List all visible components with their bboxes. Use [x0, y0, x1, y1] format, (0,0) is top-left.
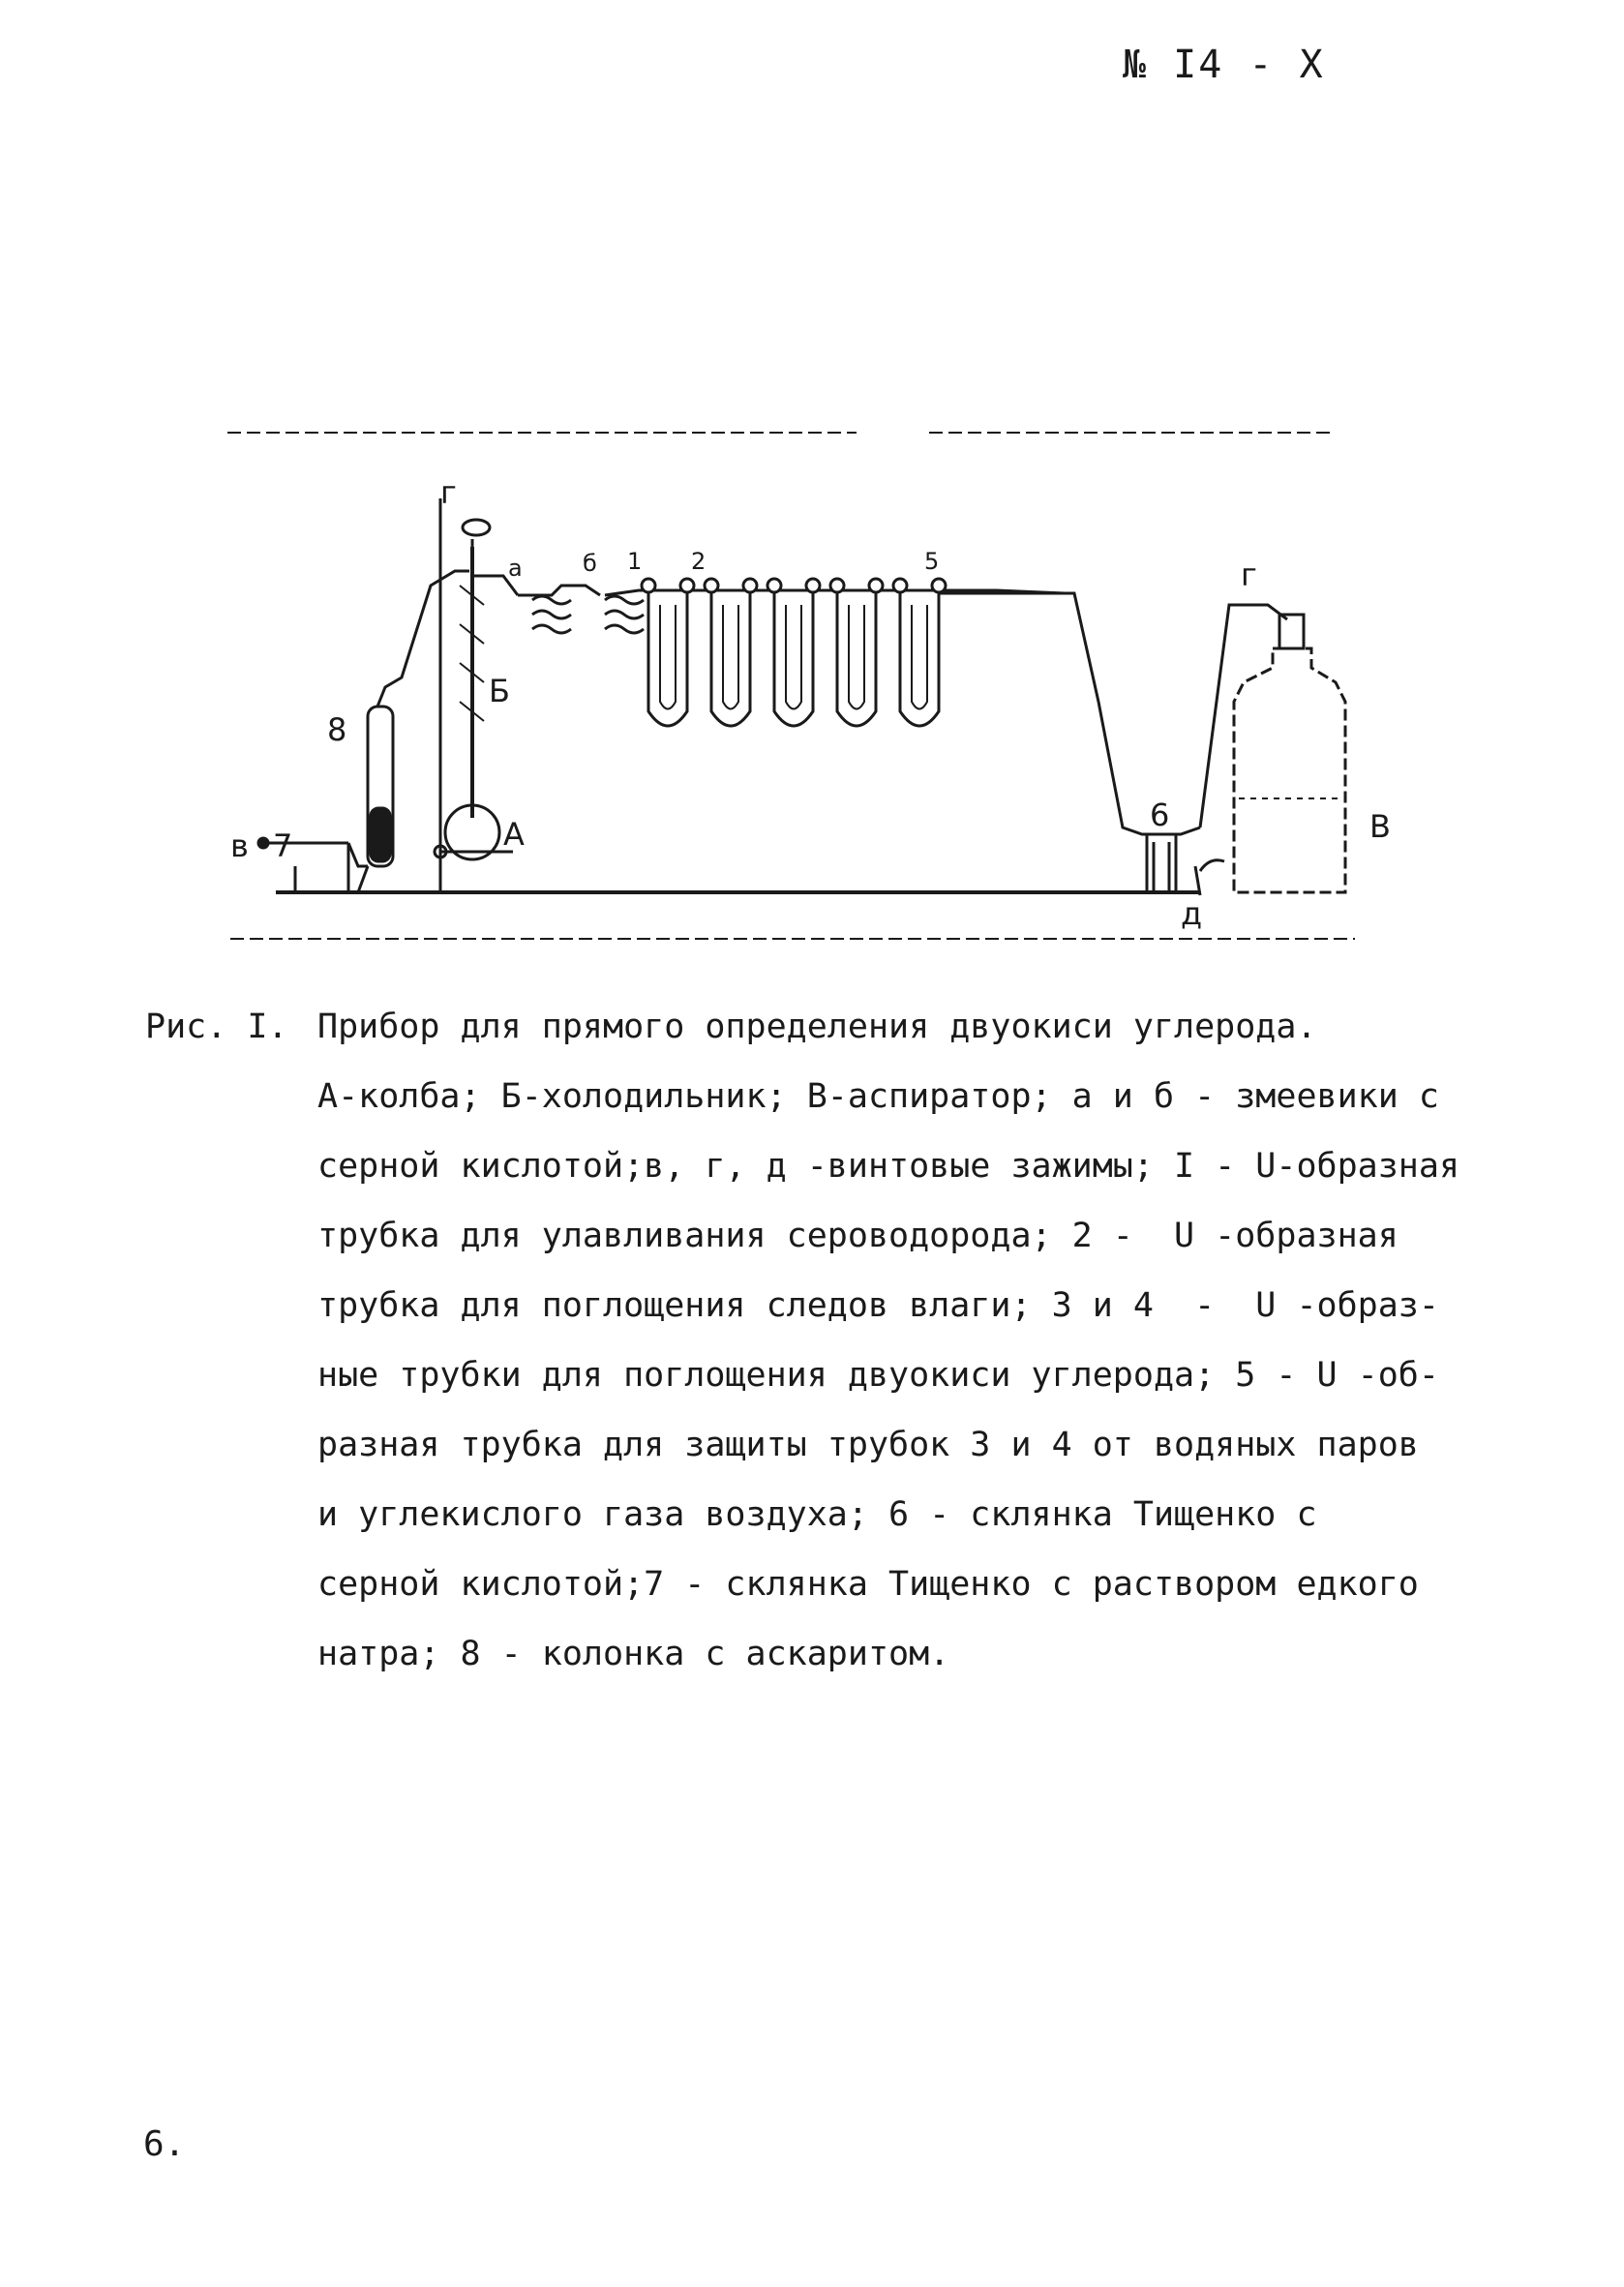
label-coil-a: а — [508, 555, 523, 582]
caption-prefix: Рис. I. — [145, 1008, 288, 1046]
u-tube-5 — [900, 590, 939, 726]
caption-body — [145, 1062, 1500, 1689]
caption-line: серной кислотой;7 - склянка Тищенко с раствором едкого — [317, 1565, 1419, 1604]
label-tube-5: 5 — [924, 548, 940, 575]
u-tubes-1-5 — [605, 579, 1065, 726]
page-number: 6. — [143, 2124, 186, 2164]
label-clamp-g-top: г — [440, 474, 457, 511]
u-tube-1 — [648, 590, 687, 726]
label-column-8: 8 — [327, 711, 347, 748]
label-condenser-b: Б — [489, 673, 510, 709]
tishchenko-bottle-6 — [939, 593, 1200, 892]
caption-line: разная трубка для защиты трубок 3 и 4 от водяных паров — [317, 1426, 1419, 1464]
label-clamp-d: д — [1181, 895, 1203, 932]
caption-line: и углекислого газа воздуха; 6 - склянка Тищенко с — [317, 1495, 1317, 1534]
document-number: № I4 - X — [1123, 43, 1325, 87]
caption-line: натра; 8 - колонка с аскаритом. — [317, 1635, 950, 1673]
ascarite-column-8 — [348, 571, 469, 892]
label-clamp-v: в — [230, 828, 249, 864]
caption-line: трубка для улавливания сероводорода; 2 - U -образная — [317, 1217, 1398, 1255]
label-bottle-7: 7 — [273, 828, 293, 864]
label-tube-2: 2 — [691, 548, 707, 575]
u-tube-2 — [711, 590, 750, 726]
label-aspirator-v: В — [1369, 808, 1391, 845]
label-bottle-6: 6 — [1150, 797, 1170, 833]
caption-line: А-колба; Б-холодильник; В-аспиратор; а и б - змеевики с — [317, 1077, 1439, 1116]
label-coil-b: б — [583, 550, 597, 577]
caption-line: серной кислотой;в, г, д -винтовые зажимы; I - U-образная — [317, 1147, 1460, 1186]
aspirator — [1234, 615, 1345, 892]
apparatus-diagram — [223, 411, 1391, 953]
label-tube-1: 1 — [627, 548, 643, 575]
label-clamp-g: г — [1241, 557, 1257, 593]
u-tube-3 — [774, 590, 813, 726]
caption-line: трубка для поглощения следов влаги; 3 и 4 - U -образ- — [317, 1286, 1439, 1325]
caption-title: Прибор для прямого определения двуокиси углерода. — [317, 1008, 1317, 1046]
figure-caption — [145, 992, 1500, 1689]
label-flask-a: А — [503, 816, 525, 853]
u-tube-4 — [837, 590, 876, 726]
caption-title-line — [145, 992, 1500, 1062]
caption-line: ные трубки для поглощения двуокиси углерода; 5 - U -об- — [317, 1356, 1439, 1395]
apparatus-figure — [223, 411, 1391, 953]
